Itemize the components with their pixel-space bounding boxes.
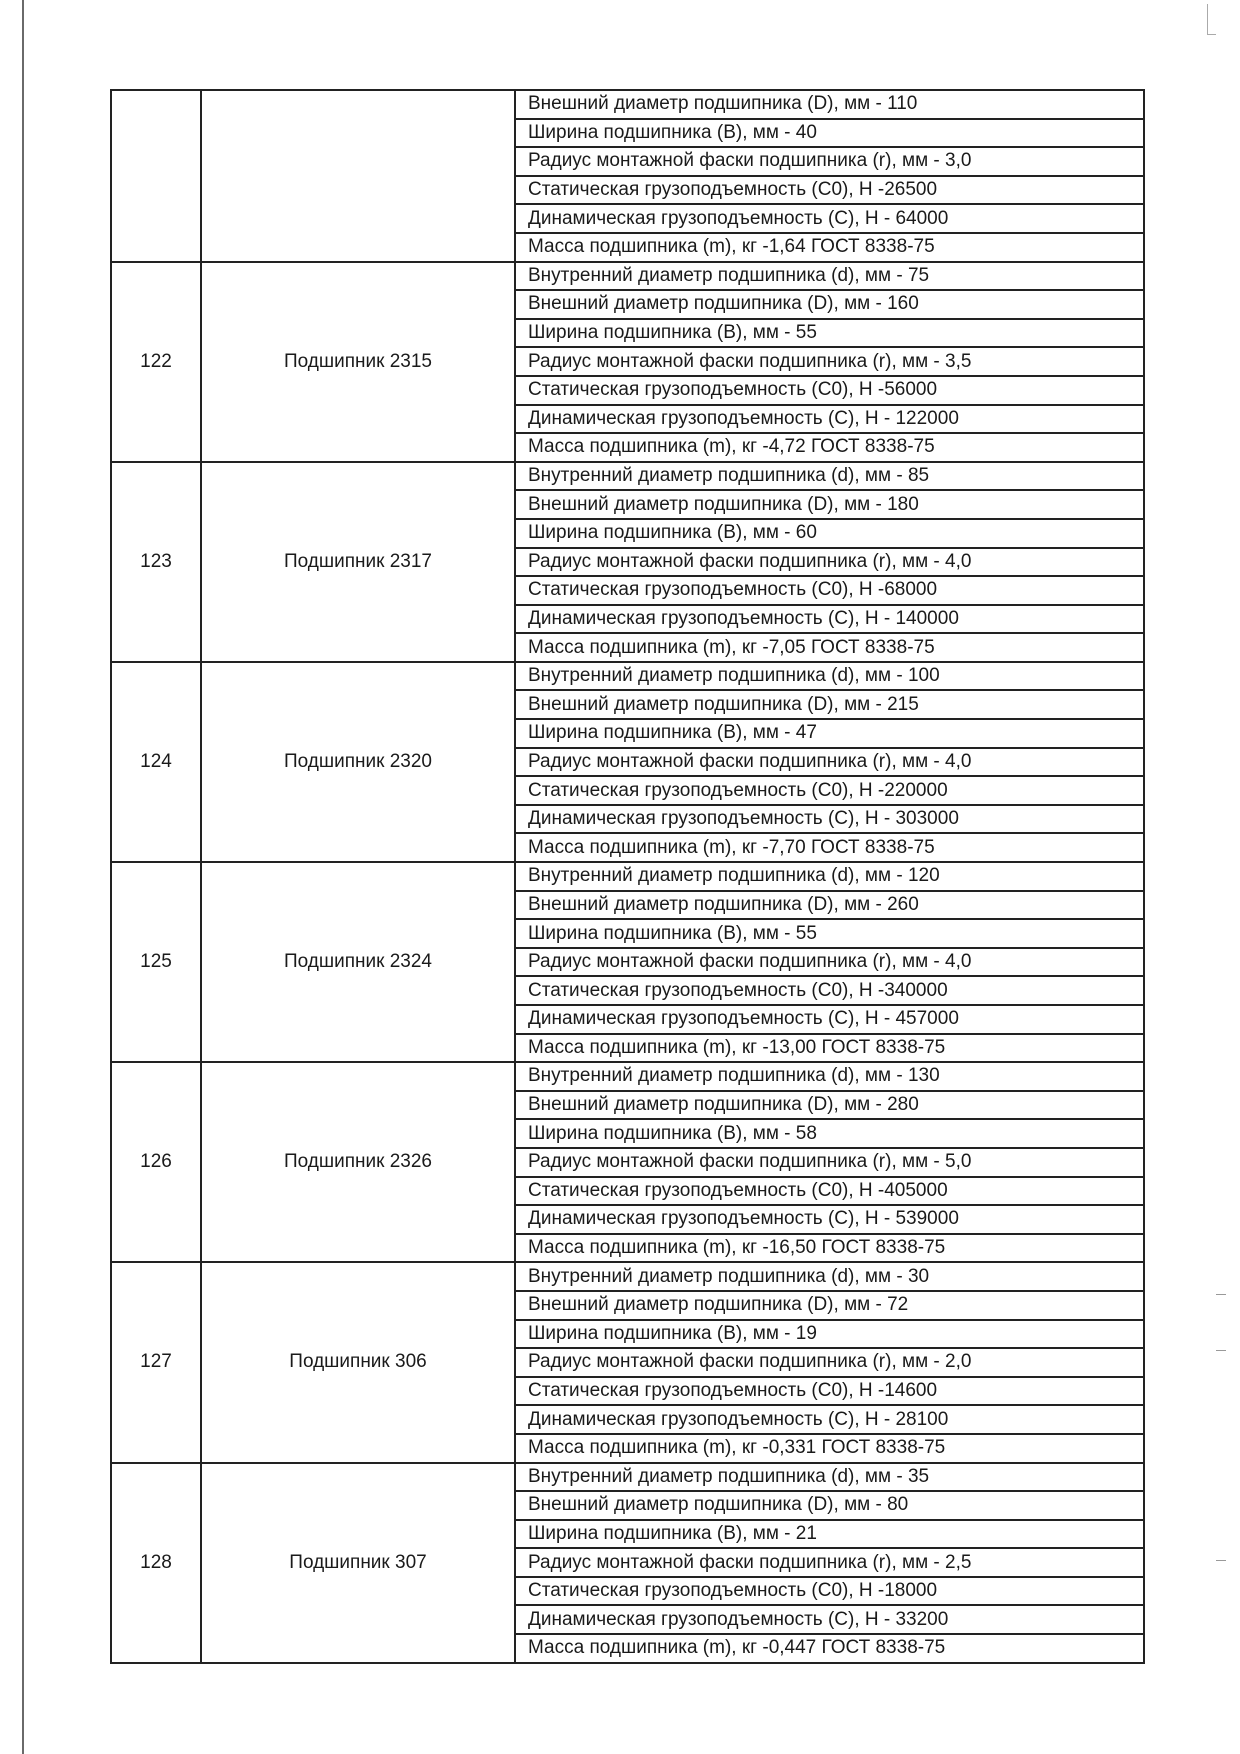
parameter-cell: Радиус монтажной фаски подшипника (r), мм - 3,0 <box>515 147 1144 176</box>
parameter-cell: Масса подшипника (m), кг -7,05 ГОСТ 8338-75 <box>515 633 1144 662</box>
table-row <box>111 262 1144 291</box>
edge-mark <box>1216 1294 1226 1295</box>
parameter-cell: Масса подшипника (m), кг -13,00 ГОСТ 8338-75 <box>515 1034 1144 1063</box>
item-name: Подшипник 2324 <box>201 862 515 1062</box>
parameter-cell: Ширина подшипника (B), мм - 55 <box>515 919 1144 948</box>
parameter-cell: Внешний диаметр подшипника (D), мм - 72 <box>515 1291 1144 1320</box>
parameter-cell: Динамическая грузоподъемность (C), Н - 303000 <box>515 805 1144 834</box>
table-row <box>111 1262 1144 1291</box>
parameter-cell: Масса подшипника (m), кг -0,331 ГОСТ 8338-75 <box>515 1434 1144 1463</box>
item-number <box>111 90 201 262</box>
parameter-cell: Динамическая грузоподъемность (C), Н - 539000 <box>515 1205 1144 1234</box>
corner-mark <box>1207 4 1216 35</box>
spec-table-body <box>111 90 1144 1663</box>
item-number: 127 <box>111 1262 201 1462</box>
parameter-cell: Внутренний диаметр подшипника (d), мм - 120 <box>515 862 1144 891</box>
parameter-cell: Масса подшипника (m), кг -4,72 ГОСТ 8338-75 <box>515 433 1144 462</box>
parameter-cell: Статическая грузоподъемность (C0), Н -26500 <box>515 176 1144 205</box>
item-name: Подшипник 307 <box>201 1463 515 1663</box>
item-name: Подшипник 2326 <box>201 1062 515 1262</box>
parameter-cell: Ширина подшипника (B), мм - 21 <box>515 1520 1144 1549</box>
parameter-cell: Ширина подшипника (B), мм - 58 <box>515 1119 1144 1148</box>
parameter-cell: Внешний диаметр подшипника (D), мм - 80 <box>515 1491 1144 1520</box>
parameter-cell: Масса подшипника (m), кг -1,64 ГОСТ 8338-75 <box>515 233 1144 262</box>
parameter-cell: Динамическая грузоподъемность (C), Н - 457000 <box>515 1005 1144 1034</box>
page-edge-line <box>22 0 24 1754</box>
table-row <box>111 90 1144 119</box>
table-row <box>111 1062 1144 1091</box>
parameter-cell: Радиус монтажной фаски подшипника (r), мм - 2,5 <box>515 1548 1144 1577</box>
parameter-cell: Внутренний диаметр подшипника (d), мм - 30 <box>515 1262 1144 1291</box>
parameter-cell: Ширина подшипника (B), мм - 19 <box>515 1320 1144 1349</box>
parameter-cell: Радиус монтажной фаски подшипника (r), мм - 2,0 <box>515 1348 1144 1377</box>
parameter-cell: Внешний диаметр подшипника (D), мм - 160 <box>515 290 1144 319</box>
parameter-cell: Ширина подшипника (B), мм - 60 <box>515 519 1144 548</box>
item-name: Подшипник 2317 <box>201 462 515 662</box>
item-number: 124 <box>111 662 201 862</box>
parameter-cell: Масса подшипника (m), кг -16,50 ГОСТ 8338-75 <box>515 1234 1144 1263</box>
parameter-cell: Внутренний диаметр подшипника (d), мм - 130 <box>515 1062 1144 1091</box>
parameter-cell: Радиус монтажной фаски подшипника (r), мм - 5,0 <box>515 1148 1144 1177</box>
parameter-cell: Статическая грузоподъемность (C0), Н -340000 <box>515 976 1144 1005</box>
item-number: 122 <box>111 262 201 462</box>
parameter-cell: Внешний диаметр подшипника (D), мм - 280 <box>515 1091 1144 1120</box>
table-row <box>111 462 1144 491</box>
table-row <box>111 862 1144 891</box>
bearing-spec-table <box>110 89 1145 1664</box>
parameter-cell: Внешний диаметр подшипника (D), мм - 215 <box>515 690 1144 719</box>
parameter-cell: Радиус монтажной фаски подшипника (r), мм - 4,0 <box>515 748 1144 777</box>
parameter-cell: Внутренний диаметр подшипника (d), мм - 75 <box>515 262 1144 291</box>
parameter-cell: Масса подшипника (m), кг -0,447 ГОСТ 8338-75 <box>515 1634 1144 1663</box>
item-number: 123 <box>111 462 201 662</box>
parameter-cell: Динамическая грузоподъемность (C), Н - 33200 <box>515 1605 1144 1634</box>
parameter-cell: Ширина подшипника (B), мм - 40 <box>515 119 1144 148</box>
item-name: Подшипник 2315 <box>201 262 515 462</box>
parameter-cell: Статическая грузоподъемность (C0), Н -405000 <box>515 1177 1144 1206</box>
parameter-cell: Статическая грузоподъемность (C0), Н -18000 <box>515 1577 1144 1606</box>
edge-mark <box>1216 1560 1226 1561</box>
parameter-cell: Внешний диаметр подшипника (D), мм - 110 <box>515 90 1144 119</box>
parameter-cell: Динамическая грузоподъемность (C), Н - 140000 <box>515 605 1144 634</box>
item-number: 128 <box>111 1463 201 1663</box>
item-name: Подшипник 306 <box>201 1262 515 1462</box>
item-name: Подшипник 2320 <box>201 662 515 862</box>
parameter-cell: Внешний диаметр подшипника (D), мм - 260 <box>515 891 1144 920</box>
parameter-cell: Внутренний диаметр подшипника (d), мм - 35 <box>515 1463 1144 1492</box>
parameter-cell: Внешний диаметр подшипника (D), мм - 180 <box>515 490 1144 519</box>
parameter-cell: Масса подшипника (m), кг -7,70 ГОСТ 8338-75 <box>515 833 1144 862</box>
edge-mark <box>1216 1350 1226 1351</box>
parameter-cell: Внутренний диаметр подшипника (d), мм - 85 <box>515 462 1144 491</box>
parameter-cell: Ширина подшипника (B), мм - 47 <box>515 719 1144 748</box>
parameter-cell: Радиус монтажной фаски подшипника (r), мм - 4,0 <box>515 948 1144 977</box>
parameter-cell: Статическая грузоподъемность (C0), Н -68000 <box>515 576 1144 605</box>
parameter-cell: Статическая грузоподъемность (C0), Н -56000 <box>515 376 1144 405</box>
parameter-cell: Статическая грузоподъемность (C0), Н -220000 <box>515 776 1144 805</box>
parameter-cell: Динамическая грузоподъемность (C), Н - 64000 <box>515 204 1144 233</box>
parameter-cell: Внутренний диаметр подшипника (d), мм - 100 <box>515 662 1144 691</box>
table-row <box>111 1463 1144 1492</box>
parameter-cell: Радиус монтажной фаски подшипника (r), мм - 3,5 <box>515 347 1144 376</box>
parameter-cell: Ширина подшипника (B), мм - 55 <box>515 319 1144 348</box>
parameter-cell: Радиус монтажной фаски подшипника (r), мм - 4,0 <box>515 548 1144 577</box>
parameter-cell: Динамическая грузоподъемность (C), Н - 28100 <box>515 1405 1144 1434</box>
parameter-cell: Статическая грузоподъемность (C0), Н -14600 <box>515 1377 1144 1406</box>
item-name <box>201 90 515 262</box>
item-number: 126 <box>111 1062 201 1262</box>
table-row <box>111 662 1144 691</box>
item-number: 125 <box>111 862 201 1062</box>
parameter-cell: Динамическая грузоподъемность (C), Н - 122000 <box>515 405 1144 434</box>
